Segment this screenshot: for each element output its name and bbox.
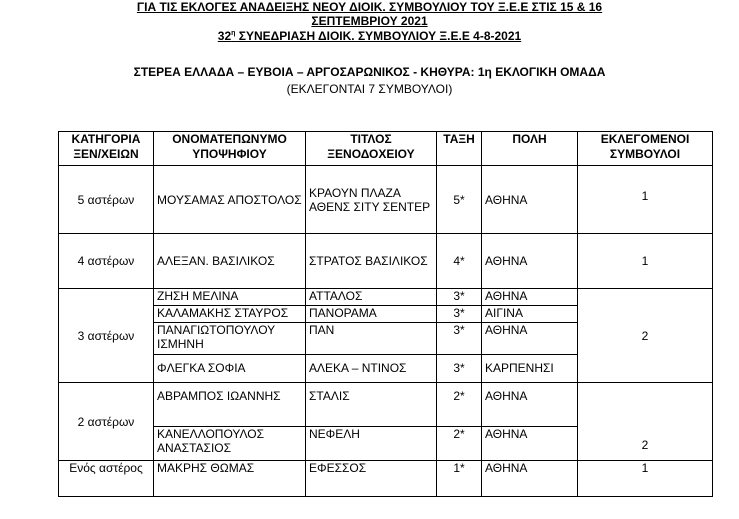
hotel-title: ΝΕΦΕΛΗ — [306, 427, 437, 461]
header-line-2: ΣΕΠΤΕΜΒΡΙΟΥ 2021 — [311, 14, 428, 28]
candidate-name: ΚΑΛΑΜΑΚΗΣ ΣΤΑΥΡΟΣ — [154, 306, 306, 323]
city: ΚΑΡΠΕΝΗΣΙ — [482, 355, 578, 383]
candidate-name: ΑΛΕΞΑΝ. ΒΑΣΙΛΙΚΟΣ — [154, 234, 306, 289]
hotel-rank: 1* — [437, 461, 482, 497]
hotel-rank: 5* — [437, 166, 482, 234]
candidate-name: ΚΑΝΕΛΛΟΠΟΥΛΟΣ ΑΝΑΣΤΑΣΙΟΣ — [154, 427, 306, 461]
hotel-rank: 3* — [437, 323, 482, 355]
elected-seats: 2 — [578, 383, 713, 461]
candidate-name: ΜΟΥΣΑΜΑΣ ΑΠΟΣΤΟΛΟΣ — [154, 166, 306, 234]
col-header-name: ΟΝΟΜΑΤΕΠΩΝΥΜΟ ΥΠΟΨΗΦΙΟΥ — [154, 132, 306, 166]
col-header-seats: ΕΚΛΕΓΟΜΕΝΟΙ ΣΥΜΒΟΥΛΟΙ — [578, 132, 713, 166]
header-meeting-line — [0, 30, 739, 43]
candidate-name: ΠΑΝΑΓΙΩΤΟΠΟΥΛΟΥ ΙΣΜΗΝΗ — [154, 323, 306, 355]
candidate-name: ΜΑΚΡΗΣ ΘΩΜΑΣ — [154, 461, 306, 497]
elected-count-note: (ΕΚΛΕΓΟΝΤΑΙ 7 ΣΥΜΒΟΥΛΟΙ) — [286, 82, 453, 96]
table-row — [59, 234, 713, 289]
city: ΑΘΗΝΑ — [482, 383, 578, 427]
meeting-number: 32 — [217, 29, 232, 43]
elected-seats: 1 — [578, 166, 713, 234]
hotel-title: ΕΦΕΣΣΟΣ — [306, 461, 437, 497]
hotel-rank: 3* — [437, 306, 482, 323]
category-cell: 3 αστέρων — [59, 289, 154, 383]
category-cell: 4 αστέρων — [59, 234, 154, 289]
elected-seats: 1 — [578, 461, 713, 497]
candidate-name: ΑΒΡΑΜΠΟΣ ΙΩΑΝΝΗΣ — [154, 383, 306, 427]
hotel-rank: 2* — [437, 383, 482, 427]
city: ΑΘΗΝΑ — [482, 427, 578, 461]
table-row — [59, 461, 713, 497]
hotel-rank: 4* — [437, 234, 482, 289]
candidates-table — [58, 131, 713, 497]
city: ΑΘΗΝΑ — [482, 289, 578, 306]
hotel-title: ΑΤΤΑΛΟΣ — [306, 289, 437, 306]
hotel-title: ΣΤΡΑΤΟΣ ΒΑΣΙΛΙΚΟΣ — [306, 234, 437, 289]
city: ΑΘΗΝΑ — [482, 166, 578, 234]
hotel-rank: 3* — [437, 355, 482, 383]
city: ΑΘΗΝΑ — [482, 234, 578, 289]
meeting-text: ΣΥΝΕΔΡΙΑΣΗ ΔΙΟΙΚ. ΣΥΜΒΟΥΛΙΟΥ Ξ.Ε.Ε 4-8-2021 — [235, 29, 522, 43]
col-header-rank: ΤΑΞΗ — [437, 132, 482, 166]
hotel-title: ΣΤΑΛΙΣ — [306, 383, 437, 427]
candidate-name: ΖΗΣΗ ΜΕΛΙΝΑ — [154, 289, 306, 306]
col-header-city: ΠΟΛΗ — [482, 132, 578, 166]
table-row — [59, 383, 713, 427]
elected-seats: 1 — [578, 234, 713, 289]
elected-seats: 2 — [578, 289, 713, 383]
candidate-name: ΦΛΕΓΚΑ ΣΟΦΙΑ — [154, 355, 306, 383]
col-header-hotel: ΤΙΤΛΟΣ ΞΕΝΟΔΟΧΕΙΟΥ — [306, 132, 437, 166]
hotel-title: ΑΛΕΚΑ – ΝΤΙΝΟΣ — [306, 355, 437, 383]
region-title: ΣΤΕΡΕΑ ΕΛΛΑΔΑ – ΕΥΒΟΙΑ – ΑΡΓΟΣΑΡΩΝΙΚΟΣ - ΚΗΘΥΡΑ: 1η ΕΚΛΟΓΙΚΗ ΟΜΑΔΑ — [133, 65, 606, 79]
table-header-row — [59, 132, 713, 166]
city: ΑΙΓΙΝΑ — [482, 306, 578, 323]
col-header-category: ΚΑΤΗΓΟΡΙΑ ΞΕΝ/ΧΕΙΩΝ — [59, 132, 154, 166]
city: ΑΘΗΝΑ — [482, 323, 578, 355]
table-row — [59, 166, 713, 234]
hotel-rank: 3* — [437, 289, 482, 306]
meeting-number-suffix: η — [231, 30, 236, 37]
city: ΑΘΗΝΑ — [482, 461, 578, 497]
hotel-title: ΚΡΑΟΥΝ ΠΛΑΖΑ ΑΘΕΝΣ ΣΙΤΥ ΣΕΝΤΕΡ — [306, 166, 437, 234]
hotel-title: ΠΑΝ — [306, 323, 437, 355]
hotel-title: ΠΑΝΟΡΑΜΑ — [306, 306, 437, 323]
table-row — [59, 289, 713, 306]
category-cell: Ενός αστέρος — [59, 461, 154, 497]
header-line-1: ΓΙΑ ΤΙΣ ΕΚΛΟΓΕΣ ΑΝΑΔΕΙΞΗΣ ΝΕΟΥ ΔΙΟΙΚ. ΣΥΜΒΟΥΛΙΟΥ ΤΟΥ Ξ.Ε.Ε ΣΤΙΣ 15 & 16 — [136, 0, 603, 14]
category-cell: 2 αστέρων — [59, 383, 154, 461]
category-cell: 5 αστέρων — [59, 166, 154, 234]
hotel-rank: 2* — [437, 427, 482, 461]
